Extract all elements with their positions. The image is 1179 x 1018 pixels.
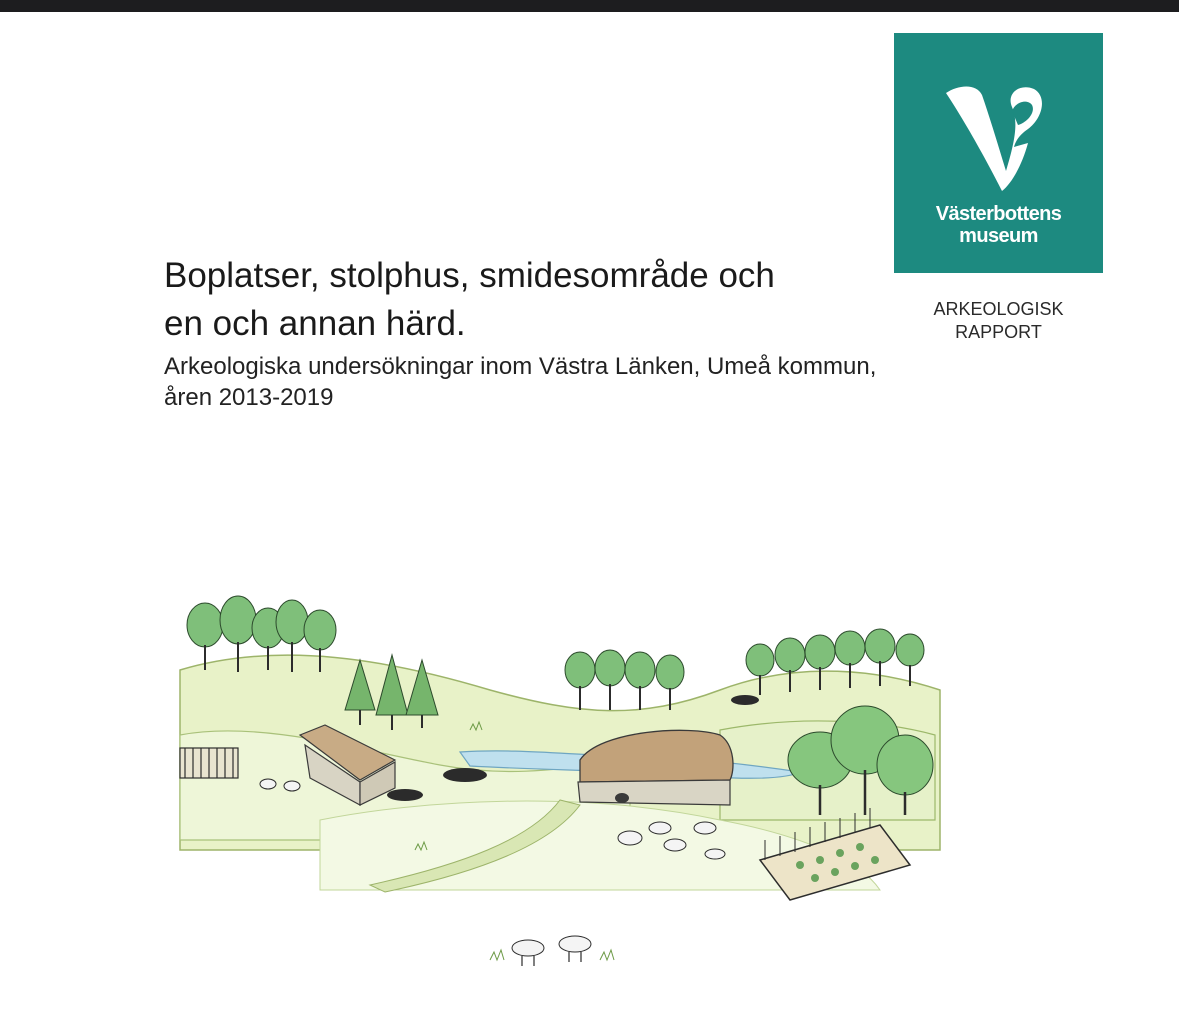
top-bar <box>0 0 1179 12</box>
report-type-line1: ARKEOLOGISK <box>933 299 1064 319</box>
logo-text-line2: museum <box>959 225 1038 247</box>
report-type-line2: RAPPORT <box>955 322 1042 342</box>
museum-logo <box>894 33 1103 273</box>
vasterbottens-museum-v-logo-icon <box>946 83 1051 193</box>
report-title-line2: en och annan härd. <box>164 304 466 343</box>
report-title-line1: Boplatser, stolphus, smidesområde och <box>164 256 775 295</box>
logo-text-line1: Västerbottens <box>935 203 1062 225</box>
settlement-landscape-drawing-icon <box>160 520 950 1000</box>
report-subtitle-line2: åren 2013-2019 <box>164 384 334 411</box>
report-subtitle-line1: Arkeologiska undersökningar inom Västra Länken, Umeå kommun, <box>164 353 877 380</box>
